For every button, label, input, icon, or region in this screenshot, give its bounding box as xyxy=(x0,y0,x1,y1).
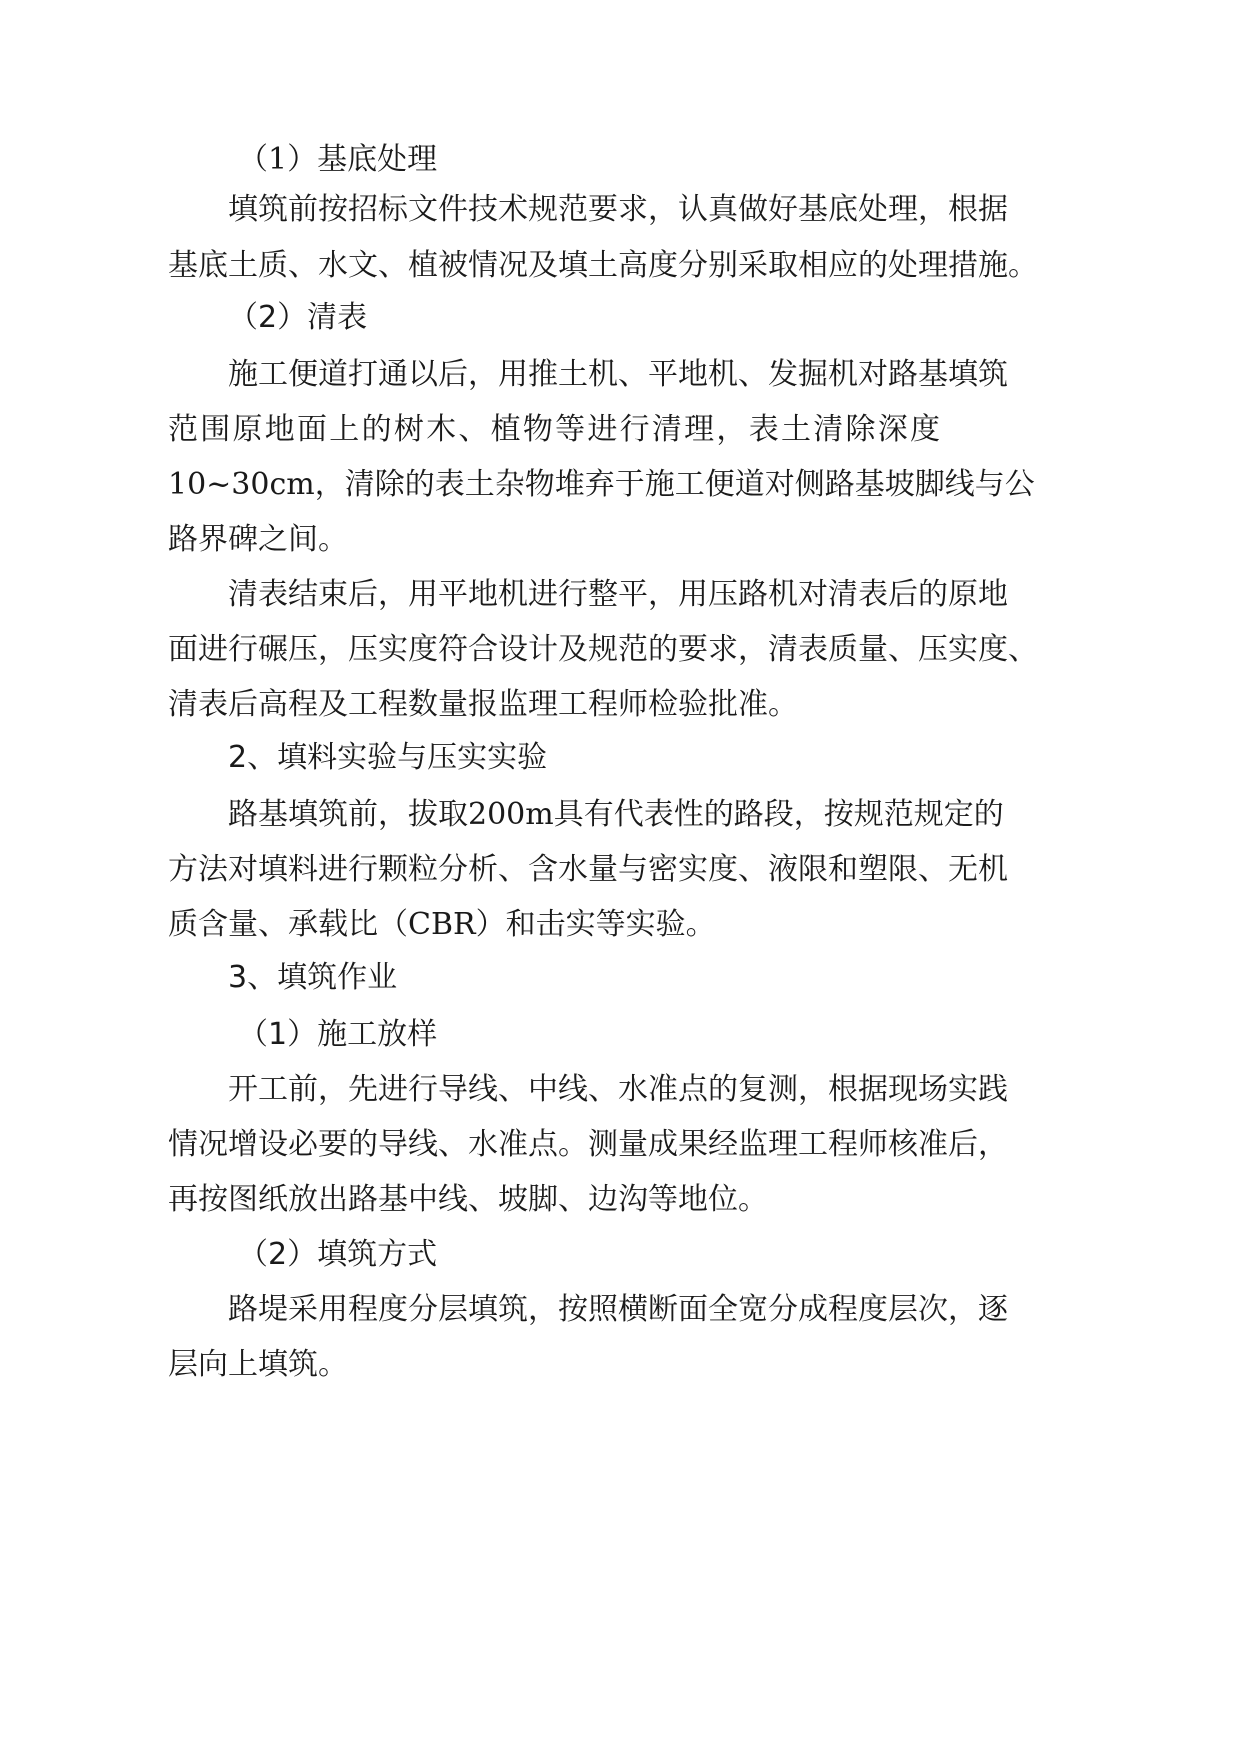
paragraph-line: 开工前，先进行导线、中线、水准点的复测，根据现场实践 xyxy=(228,1072,1008,1107)
paragraph-line: 路基填筑前，拔取200m具有代表性的路段，按规范规定的 xyxy=(228,797,1004,832)
section-heading-filling-work: 3、填筑作业 xyxy=(228,960,398,995)
paragraph-line: 方法对填料进行颗粒分析、含水量与密实度、液限和塑限、无机 xyxy=(168,852,1008,887)
paragraph-line: 路堤采用程度分层填筑，按照横断面全宽分成程度层次，逐 xyxy=(228,1292,1008,1327)
paragraph-line: 填筑前按招标文件技术规范要求，认真做好基底处理，根据 xyxy=(228,192,1008,227)
paragraph-line: 再按图纸放出路基中线、坡脚、边沟等地位。 xyxy=(168,1182,768,1217)
section-heading-filling-method: （2）填筑方式 xyxy=(238,1237,438,1272)
paragraph-line: 清表结束后，用平地机进行整平，用压路机对清表后的原地 xyxy=(228,577,1008,612)
section-heading-filling-tests: 2、填料实验与压实实验 xyxy=(228,740,548,775)
paragraph-line: 面进行碾压，压实度符合设计及规范的要求，清表质量、压实度、 xyxy=(168,632,1038,667)
paragraph-line: 基底土质、水文、植被情况及填土高度分别采取相应的处理措施。 xyxy=(168,248,1038,283)
paragraph-line: 施工便道打通以后，用推土机、平地机、发掘机对路基填筑 xyxy=(228,357,1008,392)
paragraph-line: 质含量、承载比（CBR）和击实等实验。 xyxy=(168,907,716,942)
paragraph-line: 层向上填筑。 xyxy=(168,1347,348,1382)
paragraph-line: 范围原地面上的树木、植物等进行清理，表土清除深度 xyxy=(168,412,940,447)
paragraph-line: 情况增设必要的导线、水准点。测量成果经监理工程师核准后， xyxy=(168,1127,1008,1162)
paragraph-line: 路界碑之间。 xyxy=(168,522,348,557)
section-heading-base-treatment: （1）基底处理 xyxy=(238,142,438,177)
paragraph-line: 10~30cm，清除的表土杂物堆弃于施工便道对侧路基坡脚线与公 xyxy=(168,467,1035,502)
section-heading-clearing: （2）清表 xyxy=(228,300,368,335)
paragraph-line: 清表后高程及工程数量报监理工程师检验批准。 xyxy=(168,687,798,722)
section-heading-staking-out: （1）施工放样 xyxy=(238,1017,438,1052)
